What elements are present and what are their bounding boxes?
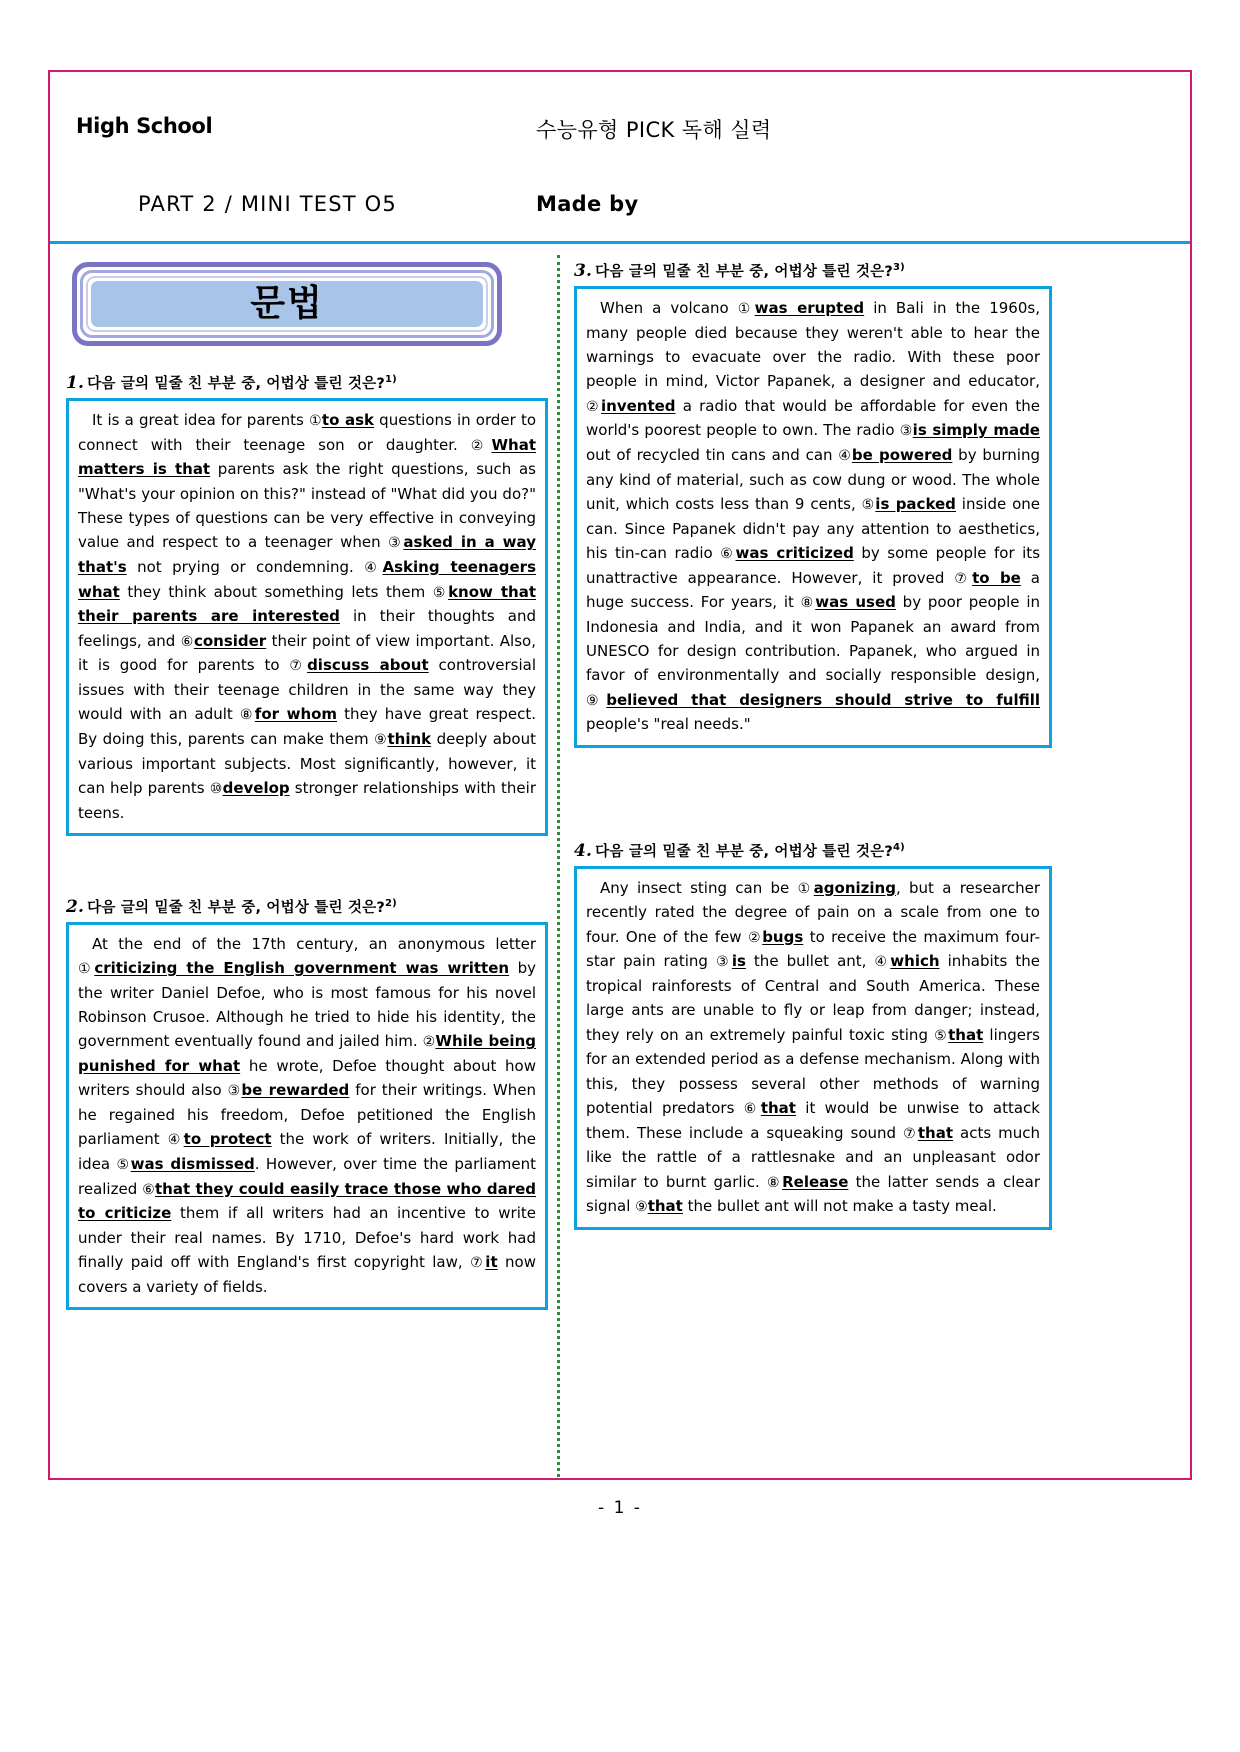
question-1-prompt: 다음 글의 밑줄 친 부분 중, 어법상 틀린 것은? [87, 376, 385, 392]
question-3-heading [574, 260, 1052, 281]
banner-ring-inner [86, 276, 488, 332]
question-1-passage: It is a great idea for parents ①to ask questions in order to connect with their teenage son or daughter. ②What matters is that parents ask the right questions, such as "What's your opinion on this?" instead of "What did you do?" These types of questions can be very effective in conveying value and respect to a teenager when ③asked in a way that's not prying or condemning. ④Asking teenagers what they think about something lets them ⑤know that their parents are interested in their thoughts and feelings, and ⑥consider their point of view important. Also, it is good for parents to ⑦discuss about controversial issues with their teenage children in the same way they would with an adult ⑧for whom they have great respect. By doing this, parents can make them ⑨think deeply about various important subjects. Most significantly, however, it can help parents ⑩develop stronger relationships with their teens. [66, 398, 548, 836]
question-4-heading [574, 840, 1052, 861]
question-3-number: 3. [574, 261, 593, 281]
question-4-footnote: 4) [892, 841, 905, 853]
question-2-passage: At the end of the 17th century, an anonymous letter ①criticizing the English government was written by the writer Daniel Defoe, who is most famous for his novel Robinson Crusoe. Although he tried to hide his identity, the government eventually found and jailed him. ②While being punished for what he wrote, Defoe thought about how writers should also ③be rewarded for their writings. When he regained his freedom, Defoe petitioned the English parliament ④to protect the work of writers. Initially, the idea ⑤was dismissed. However, over time the parliament realized ⑥that they could easily trace those who dared to criticize them if all writers had an incentive to write under their real names. By 1710, Defoe's hard work had finally paid off with England's first copyright law, ⑦it now covers a variety of fields. [66, 922, 548, 1310]
made-by-label: Made by [536, 192, 639, 216]
question-2-prompt: 다음 글의 밑줄 친 부분 중, 어법상 틀린 것은? [87, 899, 385, 916]
question-2-number: 2. [66, 896, 85, 917]
section-title-banner [72, 262, 502, 346]
question-3-passage: When a volcano ①was erupted in Bali in the 1960s, many people died because they weren't able to hear the warnings to evacuate over the radio. With these poor people in mind, Victor Papanek, a designer and educator, ②invented a radio that would be affordable for even the world's poorest people to own. The radio ③is simply made out of recycled tin cans and can ④be powered by burning any kind of material, such as cow dung or wood. The whole unit, which costs less than 9 cents, ⑤is packed inside one can. Since Papanek didn't pay any attention to aesthetics, his tin-can radio ⑥was criticized by some people for its unattractive appearance. However, it proved ⑦to be a huge success. For years, it ⑧was used by poor people in Indonesia and India, and it won Papanek an award from UNESCO for design contribution. Papanek, who argued in favor of environmentally and socially responsible design, ⑨believed that designers should strive to fulfill people's "real needs." [574, 286, 1052, 748]
page-number: - 1 - [598, 1498, 642, 1518]
document-header [50, 72, 1190, 242]
question-2 [66, 896, 548, 1310]
question-1 [66, 372, 548, 836]
page-footer [0, 1498, 1240, 1518]
question-4 [574, 840, 1052, 1230]
part-test-label: PART 2 / MINI TEST O5 [138, 192, 397, 216]
question-3-footnote: 3) [892, 262, 905, 274]
question-4-prompt: 다음 글의 밑줄 친 부분 중, 어법상 틀린 것은? [595, 843, 893, 860]
question-4-passage: Any insect sting can be ①agonizing, but a researcher recently rated the degree of pain on a scale from one to four. One of the few ②bugs to receive the maximum four-star pain rating ③is the bullet ant, ④which inhabits the tropical rainforests of Central and South America. These large ants are unable to fly or leap from danger; instead, they rely on an extremely painful toxic sting ⑤that lingers for an extended period as a defense mechanism. Along with this, they possess several other methods of warning potential predators ⑥that it would be unwise to attack them. These include a squeaking sound ⑦that acts much like the rattle of a rattlesnake and an unpleasant odor similar to burnt garlic. ⑧Release the latter sends a clear signal ⑨that the bullet ant will not make a tasty meal. [574, 866, 1052, 1230]
left-column [66, 252, 548, 1452]
question-1-number: 1. [66, 373, 85, 393]
question-1-footnote: 1) [384, 374, 397, 386]
right-column [574, 252, 1052, 1452]
question-2-footnote: 2) [384, 897, 397, 909]
school-label: High School [76, 114, 213, 138]
column-divider [557, 255, 560, 1477]
header-divider-rule [50, 241, 1190, 244]
section-title-text: 문법 [250, 283, 324, 324]
banner-fill [91, 281, 483, 327]
banner-ring-outer [80, 270, 494, 338]
question-2-heading [66, 896, 548, 917]
question-4-number: 4. [574, 840, 593, 861]
question-1-heading [66, 372, 548, 393]
question-3-prompt: 다음 글의 밑줄 친 부분 중, 어법상 틀린 것은? [595, 264, 893, 280]
question-3 [574, 260, 1052, 748]
book-title: 수능유형 PICK 독해 실력 [536, 118, 772, 142]
